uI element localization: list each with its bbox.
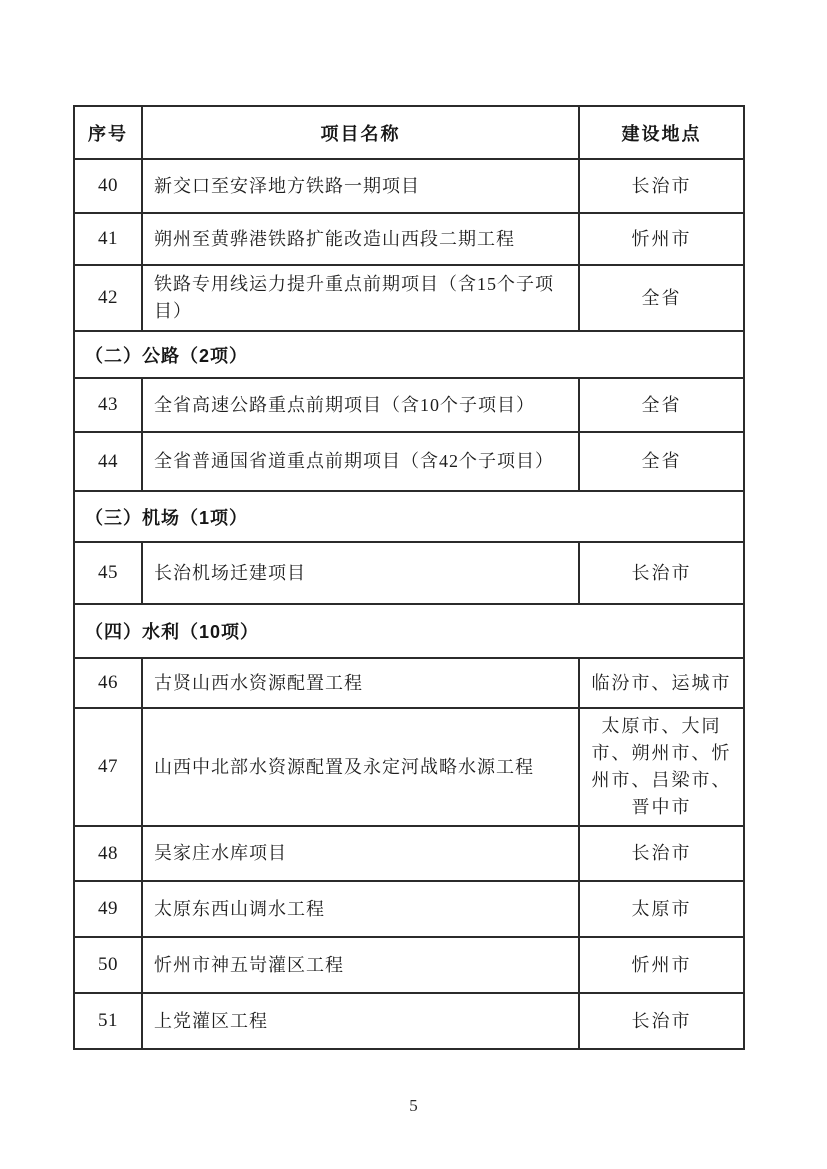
header-row — [74, 106, 744, 159]
row-number-cell: 43 — [74, 378, 142, 432]
row-number-cell: 41 — [74, 213, 142, 265]
table-row — [74, 265, 744, 331]
table-row — [74, 542, 744, 604]
location-cell: 长治市 — [579, 159, 744, 213]
location-cell: 忻州市 — [579, 937, 744, 993]
table-row — [74, 708, 744, 826]
section-row — [74, 604, 744, 658]
section-label-roads: （二）公路（2项） — [74, 331, 744, 378]
location-cell: 太原市 — [579, 881, 744, 937]
location-cell: 太原市、大同市、朔州市、忻州市、吕梁市、晋中市 — [579, 708, 744, 826]
project-name-cell: 古贤山西水资源配置工程 — [142, 658, 579, 708]
table-row — [74, 658, 744, 708]
row-number-cell: 50 — [74, 937, 142, 993]
location-cell: 长治市 — [579, 993, 744, 1049]
column-header-location: 建设地点 — [579, 106, 744, 159]
row-number-cell: 49 — [74, 881, 142, 937]
project-name-cell: 朔州至黄骅港铁路扩能改造山西段二期工程 — [142, 213, 579, 265]
location-cell: 全省 — [579, 432, 744, 491]
column-header-project-name: 项目名称 — [142, 106, 579, 159]
project-name-cell: 全省高速公路重点前期项目（含10个子项目） — [142, 378, 579, 432]
project-name-cell: 上党灌区工程 — [142, 993, 579, 1049]
section-row — [74, 491, 744, 542]
table-row — [74, 937, 744, 993]
project-name-cell: 太原东西山调水工程 — [142, 881, 579, 937]
project-name-cell: 长治机场迁建项目 — [142, 542, 579, 604]
project-name-cell: 吴家庄水库项目 — [142, 826, 579, 881]
row-number-cell: 44 — [74, 432, 142, 491]
row-number-cell: 40 — [74, 159, 142, 213]
location-cell: 长治市 — [579, 826, 744, 881]
table-row — [74, 993, 744, 1049]
project-name-cell: 山西中北部水资源配置及永定河战略水源工程 — [142, 708, 579, 826]
table-row — [74, 159, 744, 213]
row-number-cell: 45 — [74, 542, 142, 604]
location-cell: 忻州市 — [579, 213, 744, 265]
table-row — [74, 378, 744, 432]
location-cell: 全省 — [579, 265, 744, 331]
row-number-cell: 51 — [74, 993, 142, 1049]
location-cell: 临汾市、运城市 — [579, 658, 744, 708]
location-cell: 长治市 — [579, 542, 744, 604]
row-number-cell: 47 — [74, 708, 142, 826]
row-number-cell: 42 — [74, 265, 142, 331]
project-table — [73, 105, 745, 1050]
table-row — [74, 881, 744, 937]
project-name-cell: 忻州市神五岢灌区工程 — [142, 937, 579, 993]
page-number: 5 — [409, 1096, 418, 1115]
project-name-cell: 铁路专用线运力提升重点前期项目（含15个子项目） — [142, 265, 579, 331]
project-name-cell: 新交口至安泽地方铁路一期项目 — [142, 159, 579, 213]
row-number-cell: 48 — [74, 826, 142, 881]
section-label-water: （四）水利（10项） — [74, 604, 744, 658]
section-label-airport: （三）机场（1项） — [74, 491, 744, 542]
table-row — [74, 826, 744, 881]
column-header-serial: 序号 — [74, 106, 142, 159]
table-row — [74, 213, 744, 265]
location-cell: 全省 — [579, 378, 744, 432]
section-row — [74, 331, 744, 378]
table-row — [74, 432, 744, 491]
project-name-cell: 全省普通国省道重点前期项目（含42个子项目） — [142, 432, 579, 491]
row-number-cell: 46 — [74, 658, 142, 708]
